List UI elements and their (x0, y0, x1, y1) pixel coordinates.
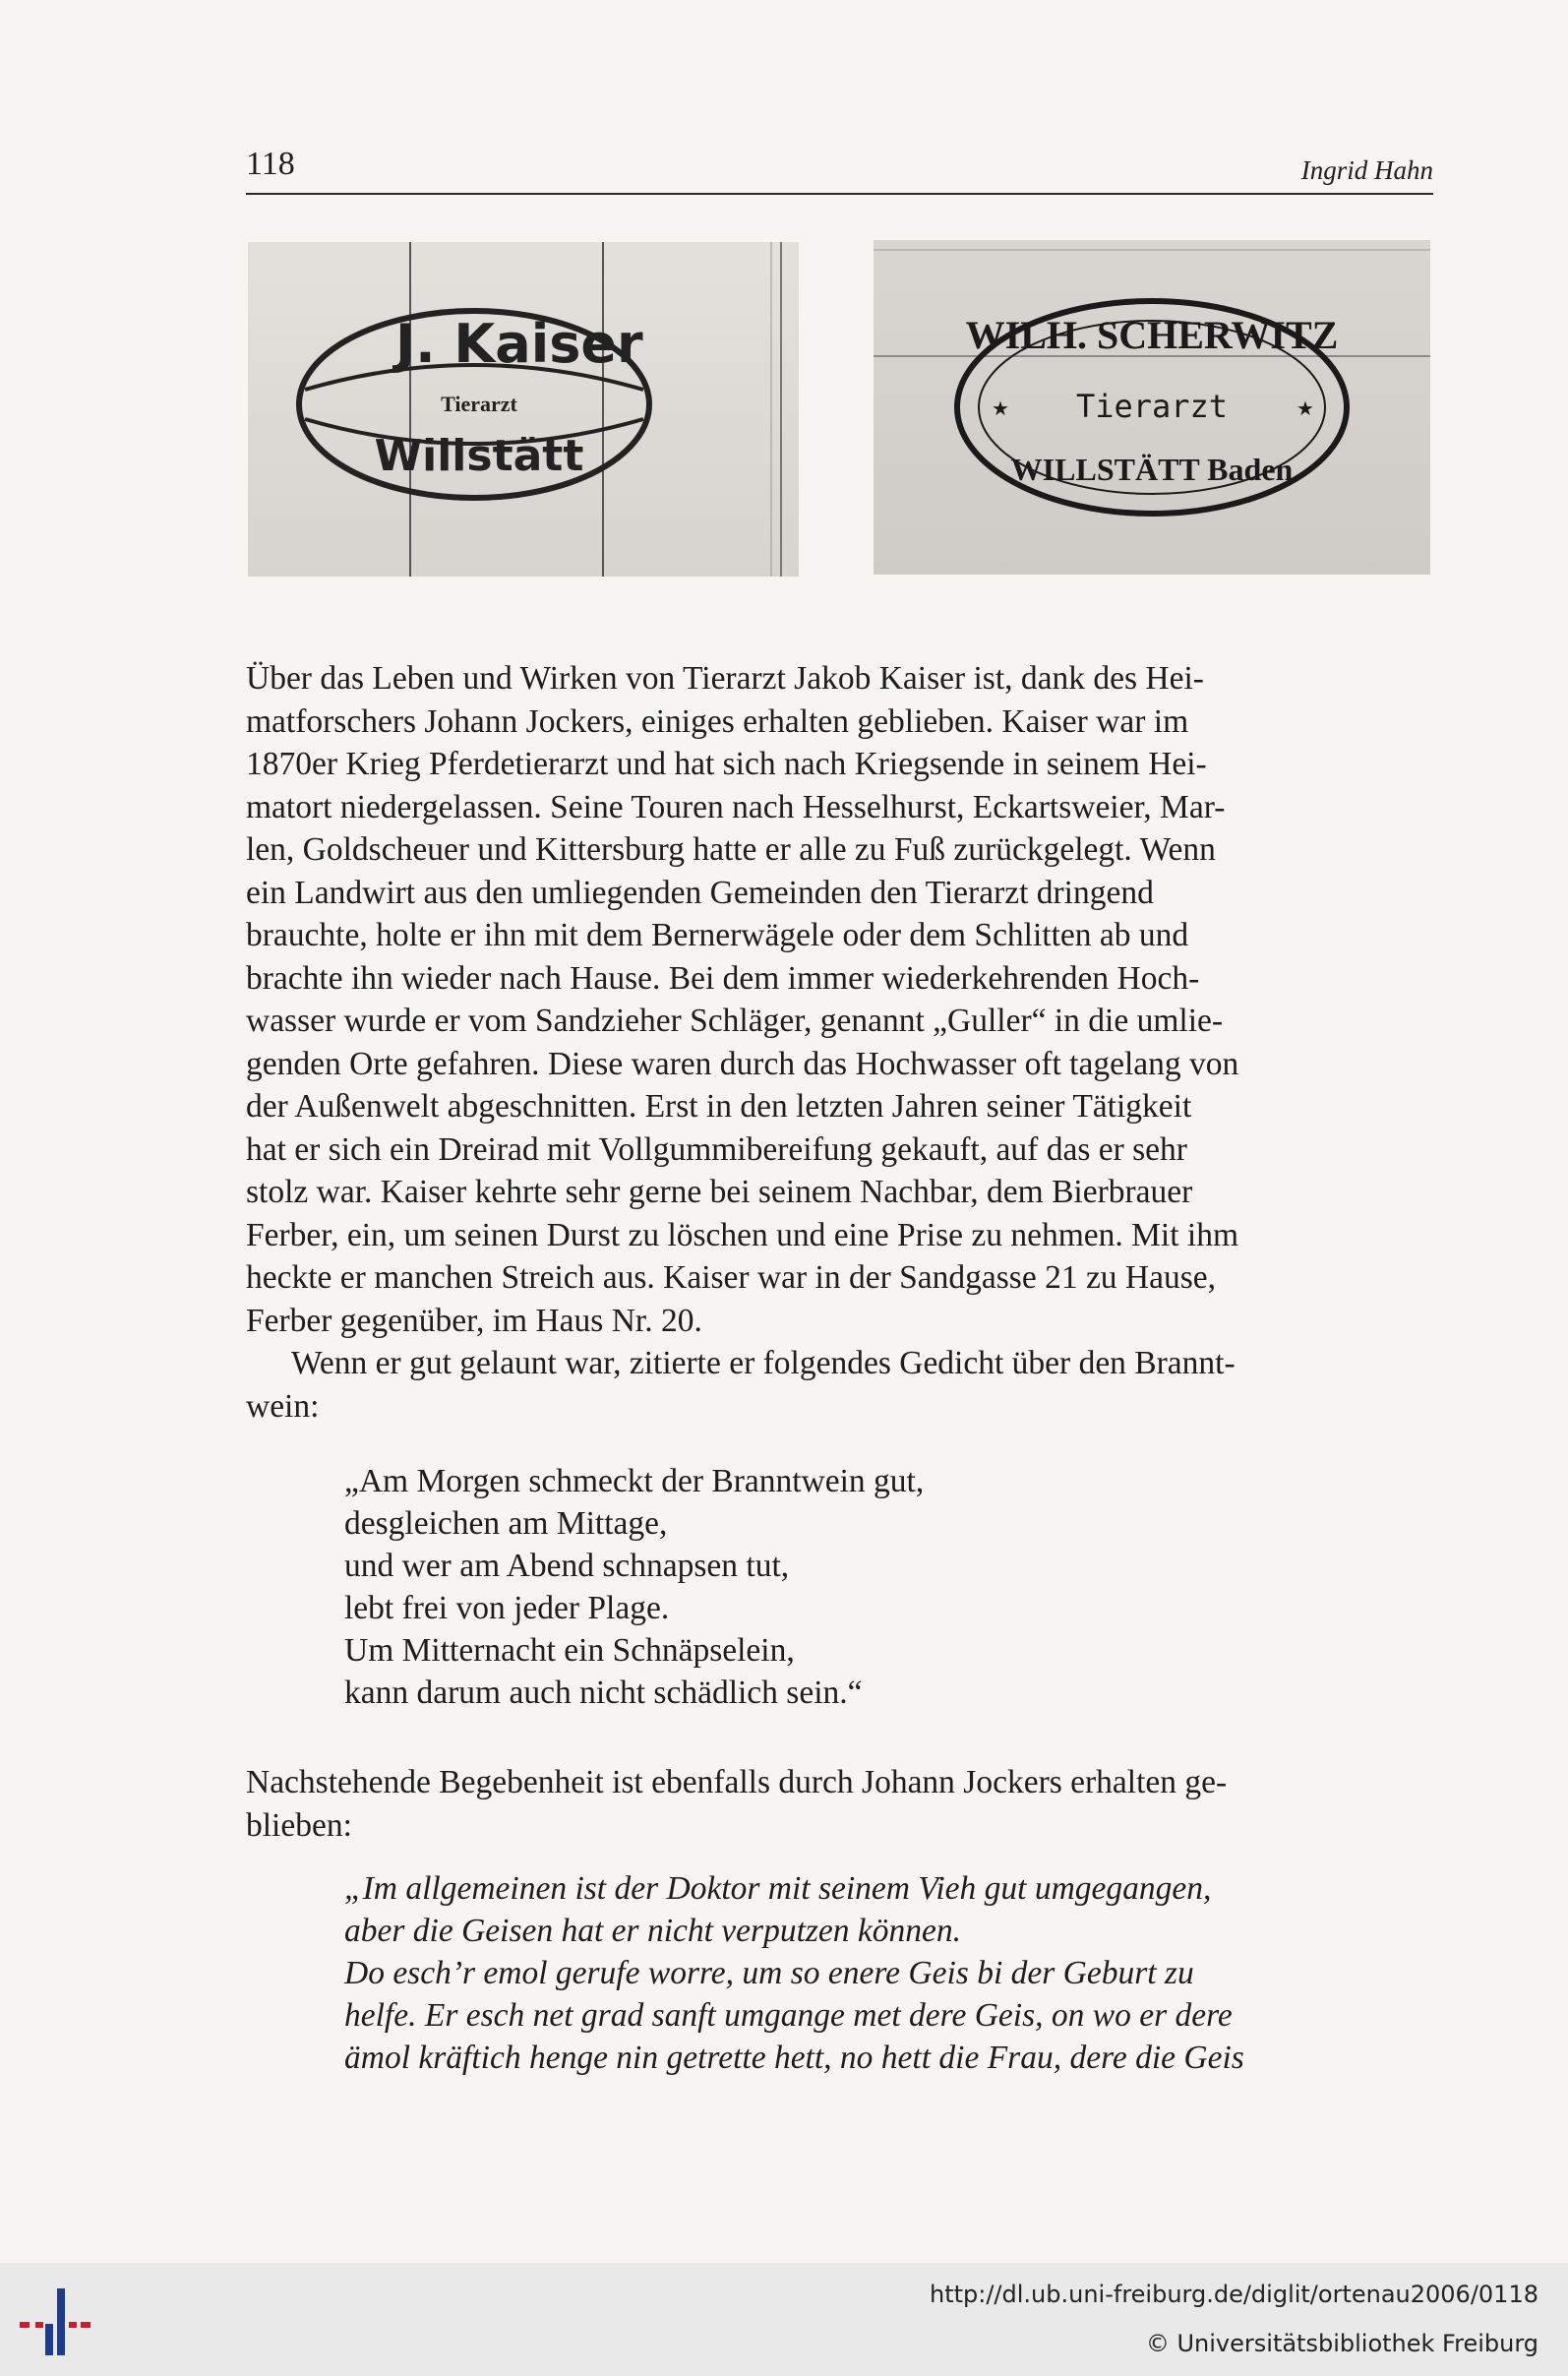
text-line: 1870er Krieg Pferdetierarzt und hat sich nach Kriegsende in seinem Hei- (246, 746, 1207, 782)
body-paragraph-3 (246, 1761, 1431, 1847)
stamp-kaiser-name (392, 313, 643, 375)
library-footer (0, 2263, 1568, 2376)
dialect-quote-block (344, 1867, 1436, 2079)
poem-line: „Am Morgen schmeckt der Branntwein gut, (344, 1463, 925, 1499)
text-line: der Außenwelt abgeschnitten. Erst in den letzten Jahren seiner Tätigkeit (246, 1088, 1192, 1125)
stamp-scherwitz-image (874, 240, 1430, 575)
ub-freiburg-logo-icon (20, 2283, 98, 2361)
text-line: Über das Leben und Wirken von Tierarzt Jakob Kaiser ist, dank des Hei- (246, 660, 1204, 697)
stamp-kaiser-image (248, 242, 799, 577)
quote-line: ämol kräftich henge nin getrette hett, no hett die Frau, dere die Geis (344, 2040, 1244, 2076)
star-icon: ★ (1297, 396, 1314, 420)
star-icon: ★ (992, 396, 1009, 420)
text-line-last: Ferber gegenüber, im Haus Nr. 20. (246, 1302, 702, 1339)
text-line: matforschers Johann Jockers, einiges erhalten geblieben. Kaiser war im (246, 702, 1189, 740)
running-header (246, 138, 1433, 195)
svg-text:J. Kaiser: J. Kaiser (395, 313, 643, 375)
stamp-scherwitz-name: WILH. SCHERWITZ (965, 313, 1339, 357)
text-line: Ferber, ein, um seinen Durst zu löschen und eine Prise zu nehmen. Mit ihm (246, 1216, 1239, 1253)
body-paragraph-1 (246, 657, 1431, 1428)
text-line: genden Orte gefahren. Diese waren durch das Hochwasser oft tagelang von (246, 1045, 1239, 1082)
text-line: Nachstehende Begebenheit ist ebenfalls durch Johann Jockers erhalten ge- (246, 1764, 1228, 1800)
copyright-notice: © Universitätsbibliothek Freiburg (1145, 2330, 1538, 2357)
text-line: stolz war. Kaiser kehrte sehr gerne bei seinem Nachbar, dem Bierbrauer (246, 1174, 1193, 1210)
poem-line: kann darum auch nicht schädlich sein.“ (344, 1675, 863, 1711)
text-line: wasser wurde er vom Sandzieher Schläger, genannt „Guller“ in die umlie- (246, 1003, 1224, 1039)
stamp-kaiser-title: Tierarzt (441, 392, 517, 416)
text-line-last: wein: (246, 1387, 320, 1425)
text-line-last: blieben: (246, 1806, 352, 1844)
digital-library-link[interactable]: http://dl.ub.uni-freiburg.de/diglit/ortenau2006/0118 (929, 2281, 1538, 2308)
stamp-kaiser-place: Willstätt (374, 431, 584, 481)
text-line: matort niedergelassen. Seine Touren nach Hesselhurst, Eckartsweier, Mar- (246, 788, 1226, 825)
poem-line: und wer am Abend schnapsen tut, (344, 1548, 790, 1584)
text-line: heckte er manchen Streich aus. Kaiser war in der Sandgasse 21 zu Hause, (246, 1259, 1217, 1296)
text-line: brachte ihn wieder nach Hause. Bei dem immer wiederkehrenden Hoch- (246, 959, 1200, 997)
quote-line: Do esch’r emol gerufe worre, um so enere Geis bi der Geburt zu (344, 1955, 1194, 1991)
quote-line: aber die Geisen hat er nicht verputzen können. (344, 1913, 962, 1949)
poem-line: lebt frei von jeder Plage. (344, 1590, 670, 1626)
quote-line: „Im allgemeinen ist der Doktor mit seinem Vieh gut umgegangen, (344, 1870, 1212, 1907)
running-head-author: Ingrid Hahn (1300, 155, 1433, 185)
quote-line: helfe. Er esch net grad sanft umgange met dere Geis, on wo er dere (344, 1997, 1233, 2034)
text-line: hat er sich ein Dreirad mit Vollgummibereifung gekauft, auf das er sehr (246, 1130, 1187, 1168)
stamp-scherwitz-title: Tierarzt (1075, 388, 1229, 425)
poem-line: Um Mitternacht ein Schnäpselein, (344, 1632, 795, 1669)
poem-block (344, 1460, 1230, 1714)
poem-line: desgleichen am Mittage, (344, 1505, 668, 1542)
text-line: ein Landwirt aus den umliegenden Gemeinden den Tierarzt dringend (246, 874, 1154, 911)
page-number: 118 (246, 146, 295, 182)
stamp-scherwitz-place: WILLSTÄTT Baden (1010, 452, 1294, 487)
text-line: len, Goldscheuer und Kittersburg hatte er alle zu Fuß zurückgelegt. Wenn (246, 831, 1216, 868)
text-line: brauchte, holte er ihn mit dem Bernerwägele oder dem Schlitten ab und (246, 917, 1189, 953)
stamp-photo-scherwitz (874, 240, 1430, 575)
text-line: Wenn er gut gelaunt war, zitierte er folgendes Gedicht über den Brannt- (291, 1345, 1236, 1381)
stamp-photo-kaiser (248, 242, 799, 577)
